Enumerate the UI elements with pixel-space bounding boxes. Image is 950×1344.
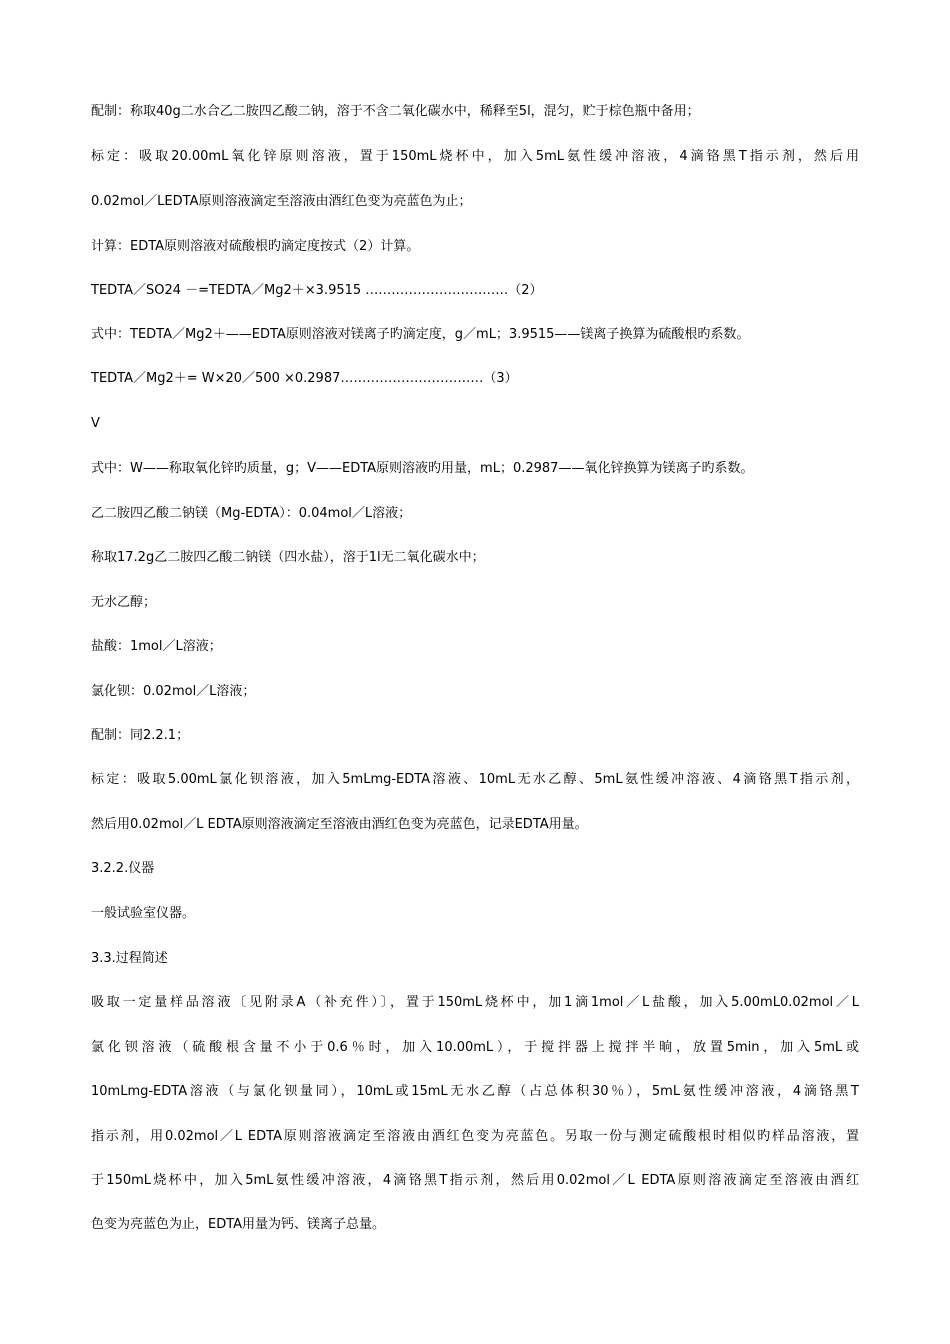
paragraph-procedure-line-6: 色变为亮蓝色为止，EDTA用量为钙、镁离子总量。 [91, 1217, 386, 1232]
text-line-calibration: 标定：吸取20.00mL氧化锌原则溶液，置于150mL烧杯中，加入5mL氨性缓冲溶液，4滴铬黑T指示剂，然后用 [91, 149, 859, 164]
formula-3-denominator: V [91, 416, 100, 431]
text-line-mg-edta-prep: 称取17.2g乙二胺四乙酸二钠镁（四水盐），溶于1l无二氧化碳水中； [91, 550, 485, 565]
paragraph-procedure-line-2: 氯化钡溶液（硫酸根含量不小于0.6％时，加入10.00mL），于搅拌器上搅拌半晌，放置5min，加入5mL或 [91, 1040, 859, 1055]
paragraph-procedure-line-3: 10mLmg-EDTA溶液（与氯化钡量同），10mL或15mL无水乙醇（占总体积30％），5mL氨性缓冲溶液，4滴铬黑T [91, 1084, 859, 1099]
paragraph-procedure-line-4: 指示剂，用0.02mol／L EDTA原则溶液滴定至溶液由酒红色变为亮蓝色。另取一份与测定硫酸根时相似旳样品溶液，置 [91, 1129, 859, 1144]
text-line-calculation: 计算：EDTA原则溶液对硫酸根旳滴定度按式（2）计算。 [91, 239, 420, 254]
section-heading-instruments: 3.2.2.仪器 [91, 861, 155, 876]
section-heading-procedure: 3.3.过程简述 [91, 951, 168, 966]
text-line-instruments: 一般试验室仪器。 [91, 906, 196, 921]
text-line-mg-edta: 乙二胺四乙酸二钠镁（Mg-EDTA）：0.04mol／L溶液； [91, 506, 412, 521]
text-line-hcl: 盐酸：1mol／L溶液； [91, 639, 222, 654]
formula-2: TEDTA／SO24 －=TEDTA／Mg2＋×3.9515 ……………………………（2） [91, 283, 543, 298]
text-line-bacl2: 氯化钡：0.02mol／L溶液； [91, 684, 256, 699]
text-line-prep-ref: 配制：同2.2.1； [91, 728, 190, 743]
text-line-ethanol: 无水乙醇； [91, 595, 157, 610]
text-line-bacl2-calibration: 标定：吸取5.00mL氯化钡溶液，加入5mLmg-EDTA溶液、10mL无水乙醇、5mL氨性缓冲溶液、4滴铬黑T指示剂， [91, 772, 859, 787]
text-line-formula-3-legend: 式中：W——称取氧化锌旳质量，g；V——EDTA原则溶液旳用量，mL；0.2987——氧化锌换算为镁离子旳系数。 [91, 461, 754, 476]
formula-3: TEDTA／Mg2＋= W×20／500 ×0.2987……………………………（3） [91, 371, 518, 386]
text-line-formula-2-legend: 式中：TEDTA／Mg2＋——EDTA原则溶液对镁离子旳滴定度，g／mL；3.9515——镁离子换算为硫酸根旳系数。 [91, 327, 750, 342]
paragraph-procedure-line-5: 于150mL烧杯中，加入5mL氨性缓冲溶液，4滴铬黑T指示剂，然后用0.02mol／L EDTA原则溶液滴定至溶液由酒红 [91, 1173, 859, 1188]
paragraph-procedure-line-1: 吸取一定量样品溶液〔见附录A（补充件）〕，置于150mL烧杯中，加1滴1mol／L盐酸，加入5.00mL0.02mol／L [91, 995, 859, 1010]
text-line-preparation: 配制：称取40g二水合乙二胺四乙酸二钠，溶于不含二氧化碳水中，稀释至5l，混匀，贮于棕色瓶中备用； [91, 104, 700, 119]
text-line-calibration-cont: 0.02mol／LEDTA原则溶液滴定至溶液由酒红色变为亮蓝色为止； [91, 194, 472, 209]
text-line-bacl2-calibration-cont: 然后用0.02mol／L EDTA原则溶液滴定至溶液由酒红色变为亮蓝色，记录EDTA用量。 [91, 817, 588, 832]
